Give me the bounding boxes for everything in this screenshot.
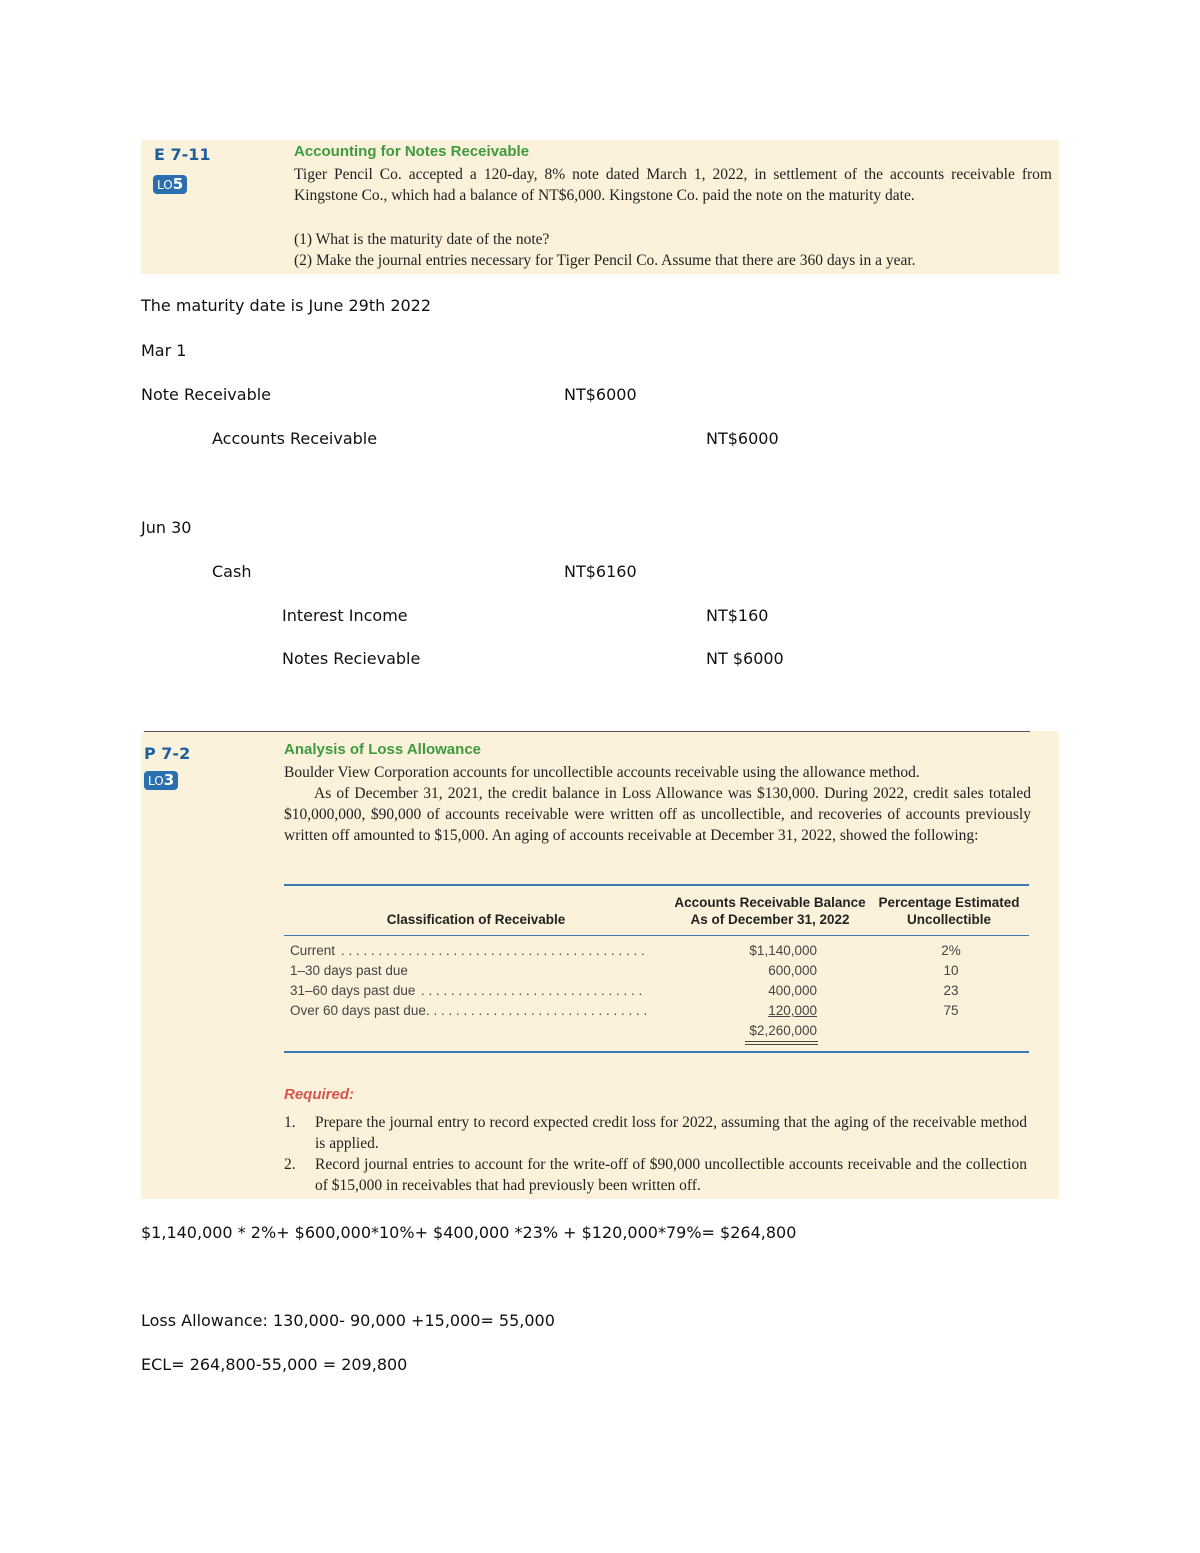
exercise-body: As of December 31, 2021, the credit balance in Loss Allowance was $130,000. During 2022, credit sales totaled $10,000,000, $90,000 of accounts receivable were written off as uncollectible, and recoveries of accounts previously written off amounted to $15,000. An aging of accounts receivable at December 31, 2022, showed the following:	[284, 785, 1031, 844]
top-rule	[144, 731, 1030, 732]
entry2-debit-amount: NT$6160	[564, 562, 637, 581]
requirement-2-number: 2.	[284, 1156, 296, 1173]
ecl-result: ECL= 264,800-55,000 = 209,800	[141, 1355, 408, 1374]
table-total: $2,260,000	[749, 1023, 817, 1038]
loss-allowance-calculation: Loss Allowance: 130,000- 90,000 +15,000= 55,000	[141, 1311, 555, 1330]
row-leader: . . . . . . . . . . . . . . . . . . . . . . . . . . . . . .	[421, 983, 643, 998]
col-header-balance-line1: Accounts Receivable Balance	[674, 895, 866, 910]
requirement-1-number: 1.	[284, 1114, 296, 1131]
total-double-rule-1	[745, 1041, 818, 1042]
row-balance: 120,000	[768, 1003, 817, 1018]
entry-date-mar1: Mar 1	[141, 341, 187, 360]
col-header-classification: Classification of Receivable	[386, 912, 566, 927]
ecl-calculation: $1,140,000 * 2%+ $600,000*10%+ $400,000 *23% + $120,000*79%= $264,800	[141, 1223, 797, 1242]
col-header-balance-line2: As of December 31, 2022	[690, 912, 850, 927]
lo-number: 5	[172, 175, 184, 193]
row-percentage: 75	[943, 1003, 959, 1018]
requirement-1: Prepare the journal entry to record expected credit loss for 2022, assuming that the aging of the receivable method is applied.	[315, 1114, 1027, 1152]
table-top-rule	[284, 884, 1029, 886]
lo-prefix: LO	[148, 774, 164, 788]
required-heading: Required:	[284, 1086, 355, 1103]
total-double-rule-2	[745, 1044, 818, 1045]
question-1: (1) What is the maturity date of the note?	[294, 231, 550, 248]
entry1-credit-account: Accounts Receivable	[212, 429, 378, 448]
row-label: Current	[290, 943, 336, 958]
exercise-code: P 7-2	[144, 744, 191, 763]
entry2-credit2-account: Notes Recievable	[282, 649, 421, 668]
row-label: 1–30 days past due	[290, 963, 408, 978]
entry1-debit-account: Note Receivable	[141, 385, 272, 404]
row-label: Over 60 days past due	[290, 1003, 426, 1018]
row-balance: $1,140,000	[749, 943, 817, 958]
exercise-title: Accounting for Notes Receivable	[294, 143, 530, 160]
entry-date-jun30: Jun 30	[141, 518, 192, 537]
question-2: (2) Make the journal entries necessary for Tiger Pencil Co. Assume that there are 360 days in a year.	[294, 252, 916, 269]
row-percentage: 10	[943, 963, 959, 978]
col-header-pct-line2: Uncollectible	[906, 912, 992, 927]
col-header-pct-line1: Percentage Estimated	[878, 895, 1020, 910]
entry1-debit-amount: NT$6000	[564, 385, 637, 404]
learning-objective-badge	[153, 175, 187, 194]
learning-objective-badge	[144, 771, 178, 790]
exercise-e7-11-box	[141, 140, 1059, 274]
entry2-credit1-account: Interest Income	[282, 606, 408, 625]
table-bottom-rule	[284, 1051, 1029, 1053]
lo-prefix: LO	[157, 178, 173, 192]
lo-number: 3	[163, 771, 175, 789]
row-leader: . . . . . . . . . . . . . . . . . . . . . . . . . . . . . . . . . . . . . . . . .	[341, 943, 645, 958]
entry1-credit-amount: NT$6000	[706, 429, 779, 448]
entry2-credit1-amount: NT$160	[706, 606, 769, 625]
row-percentage: 23	[943, 983, 959, 998]
row-balance: 400,000	[768, 983, 817, 998]
exercise-title: Analysis of Loss Allowance	[284, 741, 481, 758]
exercise-intro: Boulder View Corporation accounts for uncollectible accounts receivable using the allowance method.	[284, 764, 920, 781]
maturity-date-answer: The maturity date is June 29th 2022	[141, 296, 432, 315]
row-percentage: 2%	[941, 943, 961, 958]
row-label: 31–60 days past due	[290, 983, 416, 998]
entry2-credit2-amount: NT $6000	[706, 649, 784, 668]
entry2-debit-account: Cash	[212, 562, 252, 581]
row-balance: 600,000	[768, 963, 817, 978]
exercise-p7-2-box	[141, 731, 1059, 1199]
table-header-rule	[284, 935, 1029, 936]
exercise-code: E 7-11	[154, 145, 211, 164]
exercise-body: Tiger Pencil Co. accepted a 120-day, 8% note dated March 1, 2022, in settlement of the accounts receivable from Kingstone Co., which had a balance of NT$6,000. Kingstone Co. paid the note on the maturity date.	[294, 166, 1052, 204]
row-leader: . . . . . . . . . . . . . . . . . . . . . . . . . . . . . .	[426, 1003, 648, 1018]
requirement-2: Record journal entries to account for the write-off of $90,000 uncollectible accounts receivable and the collection of $15,000 in receivables that had previously been written off.	[315, 1156, 1027, 1194]
